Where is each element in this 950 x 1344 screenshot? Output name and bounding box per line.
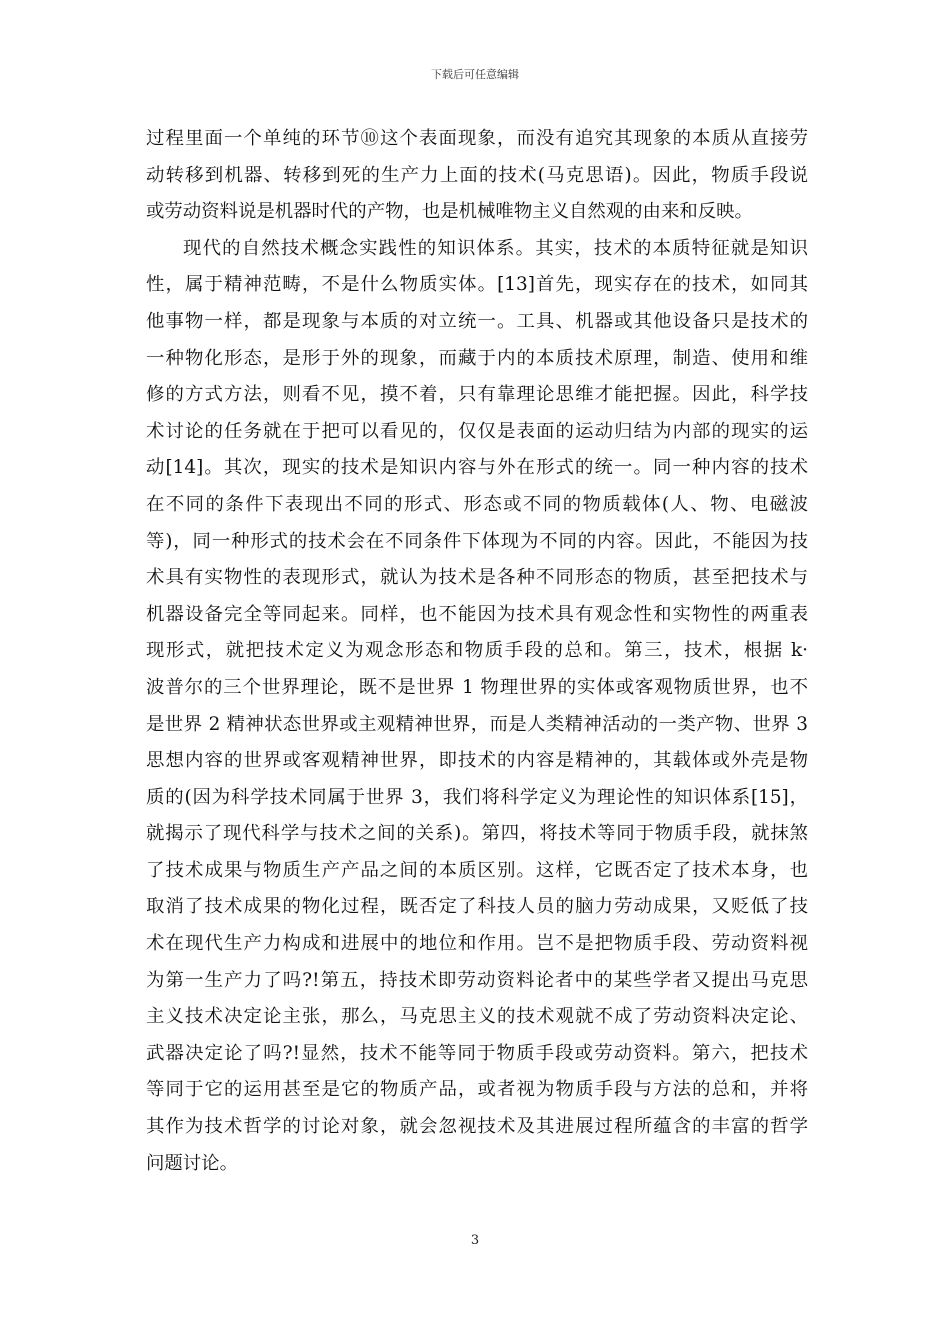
text-line: 思想内容的世界或客观精神世界，即技术的内容是精神的，其载体或外壳是物 xyxy=(146,750,808,772)
text-line: 动[14]。其次，现实的技术是知识内容与外在形式的统一。同一种内容的技术 xyxy=(146,457,808,479)
text-line: 在不同的条件下表现出不同的形式、形态或不同的物质载体(人、物、电磁波 xyxy=(146,493,808,515)
text-line: 术讨论的任务就在于把可以看见的，仅仅是表面的运动归结为内部的现实的运 xyxy=(146,420,808,442)
text-line: 等)，同一种形式的技术会在不同条件下体现为不同的内容。因此，不能因为技 xyxy=(146,530,808,552)
text-line: 动转移到机器、转移到死的生产力上面的技术(马克思语)。因此，物质手段说 xyxy=(146,164,808,186)
text-line: 为第一生产力了吗?!第五，持技术即劳动资料论者中的某些学者又提出马克思 xyxy=(146,969,808,991)
text-line: 术在现代生产力构成和进展中的地位和作用。岂不是把物质手段、劳动资料视 xyxy=(146,933,808,955)
text-line: 武器决定论了吗?!显然，技术不能等同于物质手段或劳动资料。第六，把技术 xyxy=(146,1042,808,1064)
document-body xyxy=(146,121,808,1182)
text-line: 就揭示了现代科学与技术之间的关系)。第四，将技术等同于物质手段，就抹煞 xyxy=(146,823,808,845)
text-line: 现形式，就把技术定义为观念形态和物质手段的总和。第三，技术，根据 k· xyxy=(146,640,808,662)
text-line: 取消了技术成果的物化过程，既否定了科技人员的脑力劳动成果，又贬低了技 xyxy=(146,896,808,918)
text-line: 机器设备完全等同起来。同样，也不能因为技术具有观念性和实物性的两重表 xyxy=(146,603,808,625)
text-line: 质的(因为科学技术同属于世界 3，我们将科学定义为理论性的知识体系[15]， xyxy=(146,786,808,808)
text-line: 过程里面一个单纯的环节⑩这个表面现象，而没有追究其现象的本质从直接劳 xyxy=(146,128,808,149)
text-line: 修的方式方法，则看不见，摸不着，只有靠理论思维才能把握。因此，科学技 xyxy=(146,384,808,406)
text-line: 他事物一样，都是现象与本质的对立统一。工具、机器或其他设备只是技术的 xyxy=(146,310,808,332)
text-line: 了技术成果与物质生产产品之间的本质区别。这样，它既否定了技术本身，也 xyxy=(146,859,808,881)
page-header: 下载后可任意编辑 xyxy=(431,68,519,81)
text-line: 等同于它的运用甚至是它的物质产品，或者视为物质手段与方法的总和，并将 xyxy=(146,1079,808,1101)
text-line: 问题讨论。 xyxy=(146,1152,238,1174)
text-line: 一种物化形态，是形于外的现象，而藏于内的本质技术原理，制造、使用和维 xyxy=(146,347,808,369)
text-line: 其作为技术哲学的讨论对象，就会忽视技术及其进展过程所蕴含的丰富的哲学 xyxy=(146,1116,808,1138)
text-line: 性，属于精神范畴，不是什么物质实体。[13]首先，现实存在的技术，如同其 xyxy=(146,274,808,296)
text-line: 是世界 2 精神状态世界或主观精神世界，而是人类精神活动的一类产物、世界 3 xyxy=(146,713,808,735)
page-number: 3 xyxy=(470,1233,480,1248)
text-line: 现代的自然技术概念实践性的知识体系。其实，技术的本质特征就是知识 xyxy=(183,237,808,259)
text-line: 或劳动资料说是机器时代的产物，也是机械唯物主义自然观的由来和反映。 xyxy=(146,201,753,223)
text-line: 主义技术决定论主张，那么，马克思主义的技术观就不成了劳动资料决定论、 xyxy=(146,1006,808,1028)
text-line: 术具有实物性的表现形式，就认为技术是各种不同形态的物质，甚至把技术与 xyxy=(146,567,808,589)
text-line: 波普尔的三个世界理论，既不是世界 1 物理世界的实体或客观物质世界，也不 xyxy=(146,676,808,698)
